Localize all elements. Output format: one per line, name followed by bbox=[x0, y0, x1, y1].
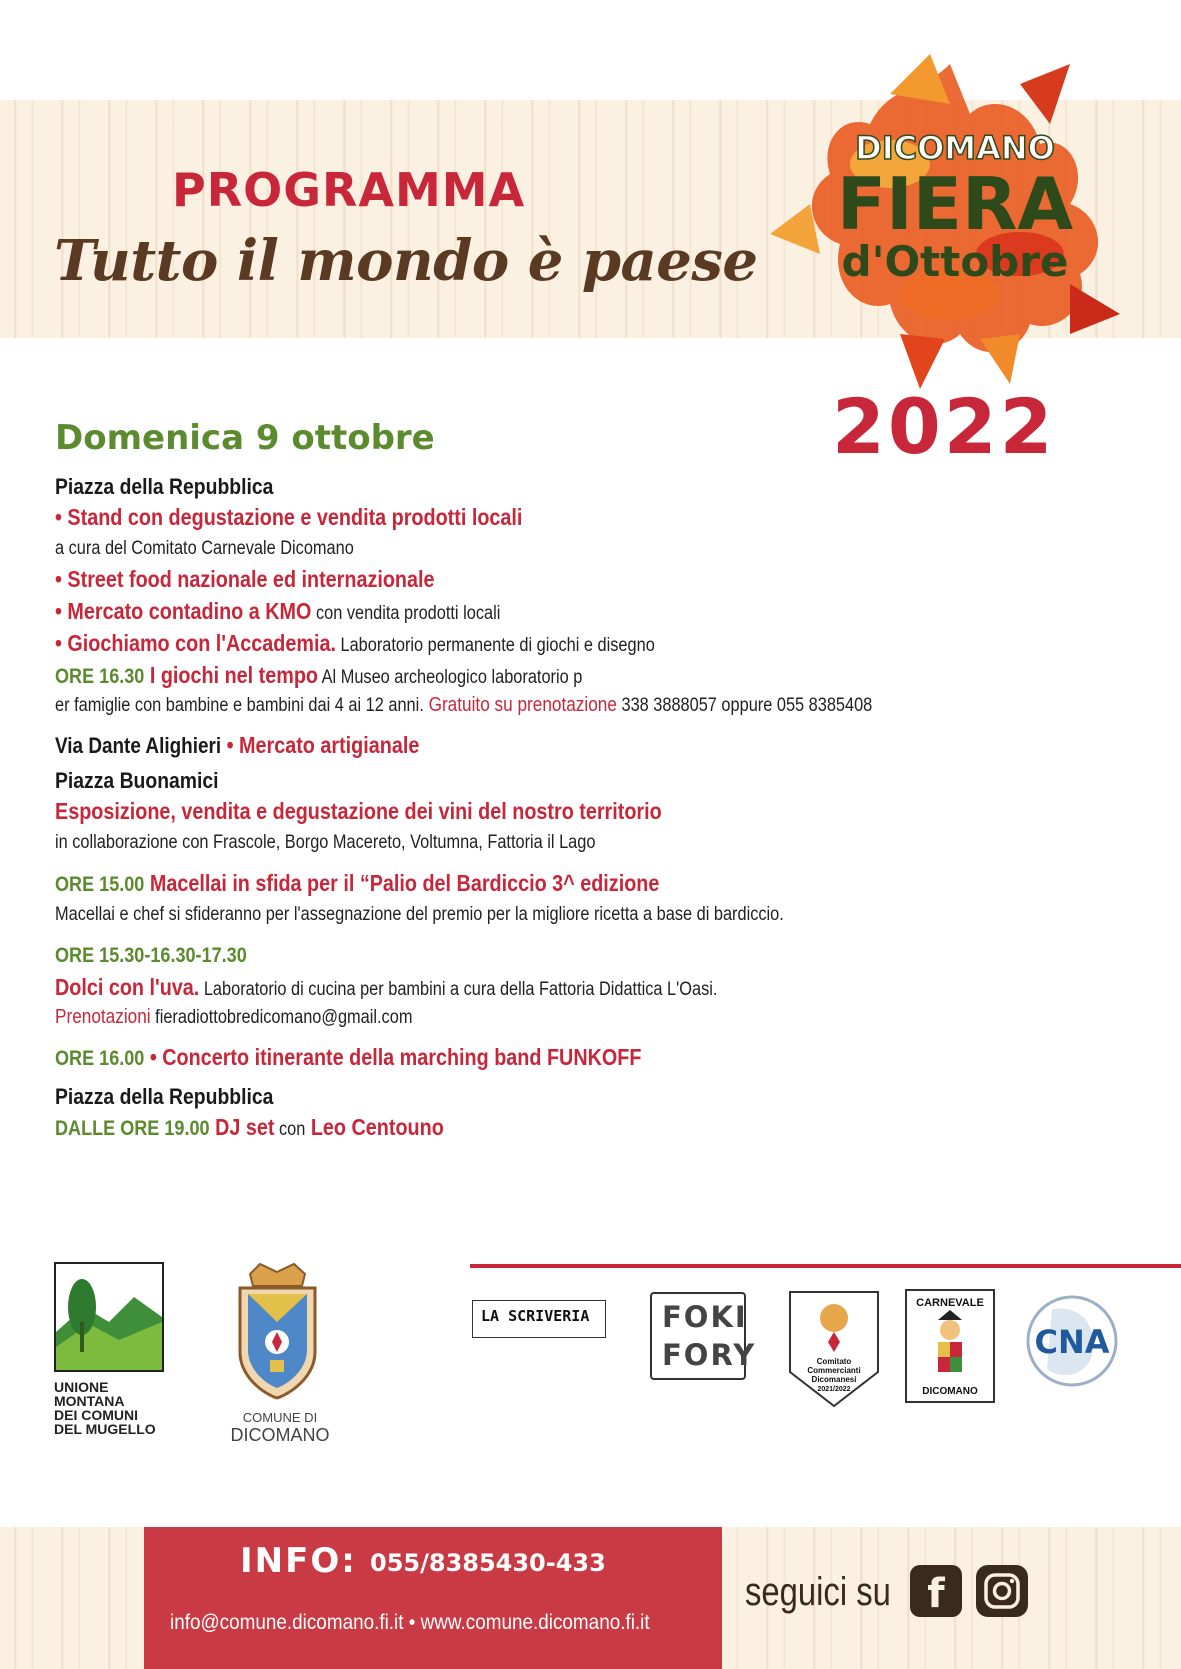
program-item bbox=[55, 598, 500, 625]
program-item-note: Laboratorio permanente di giochi e disegno bbox=[335, 635, 655, 656]
instagram-icon[interactable] bbox=[976, 1565, 1028, 1617]
program-note-text: er famiglie con bambine e bambini dai 4 ai 12 anni. bbox=[55, 695, 424, 716]
info-label: INFO: bbox=[240, 1541, 357, 1581]
unione-line: DEI COMUNI bbox=[54, 1407, 138, 1423]
carnevale-top-text: CARNEVALE bbox=[916, 1297, 984, 1309]
info-box bbox=[144, 1527, 722, 1669]
program-note bbox=[55, 694, 872, 717]
la-scriveria-text: LA SCRIVERIA bbox=[481, 1307, 590, 1325]
unione-montana-label bbox=[54, 1380, 194, 1436]
program-item-note: con bbox=[274, 1119, 306, 1140]
program-item-title: Macellai in sfida per il “Palio del Bardiccio 3^ edizione bbox=[144, 870, 660, 896]
program-item-title: Leo Centouno bbox=[305, 1114, 444, 1140]
foki-fory-logo bbox=[650, 1292, 757, 1380]
ccn-line: 2021/2022 bbox=[817, 1386, 851, 1393]
program-time: ORE 15.30-16.30-17.30 bbox=[55, 944, 247, 967]
fiera-logo bbox=[770, 54, 1130, 394]
ccn-line: Commercianti bbox=[807, 1366, 861, 1375]
location-label: Piazza della Repubblica bbox=[55, 474, 274, 499]
program-item: • Stand con degustazione e vendita prodotti locali bbox=[55, 504, 523, 530]
logo-month: d'Ottobre bbox=[841, 237, 1069, 286]
carnevale-bottom-text: DICOMANO bbox=[922, 1386, 978, 1397]
facebook-glyph-icon bbox=[910, 1565, 962, 1617]
location-label: Via Dante Alighieri bbox=[55, 733, 222, 758]
program-item-title: • Mercato contadino a KMO bbox=[55, 598, 312, 624]
program-item bbox=[55, 1044, 641, 1071]
comune-label-small: COMUNE DI bbox=[242, 1410, 318, 1425]
program-item bbox=[55, 630, 655, 657]
program-item-title: • Giochiamo con l'Accademia. bbox=[55, 630, 336, 656]
foki-fory-line: FORY bbox=[662, 1338, 757, 1372]
centro-commerciale-logo bbox=[786, 1288, 882, 1410]
booking-phones: 338 3888057 oppure 055 8385408 bbox=[616, 695, 873, 716]
comune-label-big: DICOMANO bbox=[230, 1425, 330, 1445]
ccn-line: Comitato bbox=[816, 1357, 852, 1366]
program-time: ORE 15.00 bbox=[55, 873, 145, 896]
program-time: ORE 16.00 bbox=[55, 1047, 145, 1070]
program-note: in collaborazione con Frascole, Borgo Macereto, Voltumna, Fattoria il Lago bbox=[55, 832, 596, 853]
year: 2022 bbox=[832, 382, 1056, 471]
program-item-title: DJ set bbox=[209, 1114, 275, 1140]
facebook-icon[interactable] bbox=[910, 1565, 962, 1617]
page-title: PROGRAMMA bbox=[172, 163, 526, 217]
booking-email: fieradiottobredicomano@gmail.com bbox=[150, 1007, 413, 1028]
facebook-glyph: f bbox=[927, 1571, 945, 1617]
program-item bbox=[55, 732, 419, 759]
program-note bbox=[55, 1006, 412, 1029]
program-item-title: Dolci con l'uva. bbox=[55, 974, 200, 1000]
foki-fory-line: FOKI bbox=[662, 1300, 748, 1334]
unione-line: DEL MUGELLO bbox=[54, 1421, 156, 1437]
program-item-title: • Concerto itinerante della marching band FUNKOFF bbox=[144, 1044, 642, 1070]
day-heading: Domenica 9 ottobre bbox=[55, 418, 435, 458]
booking-label: Gratuito su prenotazione bbox=[423, 694, 617, 716]
comune-crest-icon bbox=[230, 1262, 325, 1400]
location-label: Piazza Buonamici bbox=[55, 768, 219, 793]
page-subtitle: Tutto il mondo è paese bbox=[54, 228, 758, 294]
instagram-glyph-icon bbox=[976, 1565, 1028, 1617]
program-item-note: con vendita prodotti locali bbox=[311, 603, 501, 624]
partner-divider bbox=[470, 1264, 1181, 1268]
location-label: Piazza della Repubblica bbox=[55, 1084, 274, 1109]
cna-logo bbox=[1022, 1295, 1122, 1387]
program-item bbox=[55, 870, 659, 897]
program-item: Esposizione, vendita e degustazione dei vini del nostro territorio bbox=[55, 798, 662, 824]
info-contacts[interactable]: info@comune.dicomano.fi.it • www.comune.dicomano.fi.it bbox=[170, 1611, 650, 1634]
booking-label: Prenotazioni bbox=[55, 1006, 151, 1028]
unione-line: MONTANA bbox=[54, 1393, 125, 1409]
logo-event: FIERA bbox=[836, 162, 1074, 246]
unione-montana-logo bbox=[54, 1262, 164, 1372]
program-time: DALLE ORE 19.00 bbox=[55, 1117, 210, 1140]
info-phone[interactable]: 055/8385430-433 bbox=[370, 1549, 606, 1577]
carnevale-dicomano-logo bbox=[904, 1288, 996, 1404]
program-item bbox=[55, 662, 582, 689]
follow-label: seguici su bbox=[745, 1570, 891, 1614]
program-item-title: I giochi nel tempo bbox=[144, 662, 318, 688]
program-item bbox=[55, 1114, 444, 1141]
program-time: ORE 16.30 bbox=[55, 665, 145, 688]
program-item-title: • Mercato artigianale bbox=[221, 732, 420, 758]
cna-text: CNA bbox=[1034, 1323, 1110, 1361]
logo-town: DICOMANO bbox=[855, 129, 1055, 167]
program-item bbox=[55, 974, 717, 1001]
program-item: • Street food nazionale ed internazionale bbox=[55, 566, 435, 592]
program-note: a cura del Comitato Carnevale Dicomano bbox=[55, 538, 354, 559]
program-item-note: Laboratorio di cucina per bambini a cura della Fattoria Didattica L'Oasi. bbox=[199, 979, 718, 1000]
la-scriveria-logo bbox=[472, 1300, 606, 1338]
program-item-note: Al Museo archeologico laboratorio p bbox=[317, 667, 583, 688]
ccn-line: Dicomanesi bbox=[811, 1375, 857, 1384]
unione-line: UNIONE bbox=[54, 1379, 109, 1395]
program-note: Macellai e chef si sfideranno per l'assegnazione del premio per la migliore ricetta a base di bardiccio. bbox=[55, 904, 784, 925]
